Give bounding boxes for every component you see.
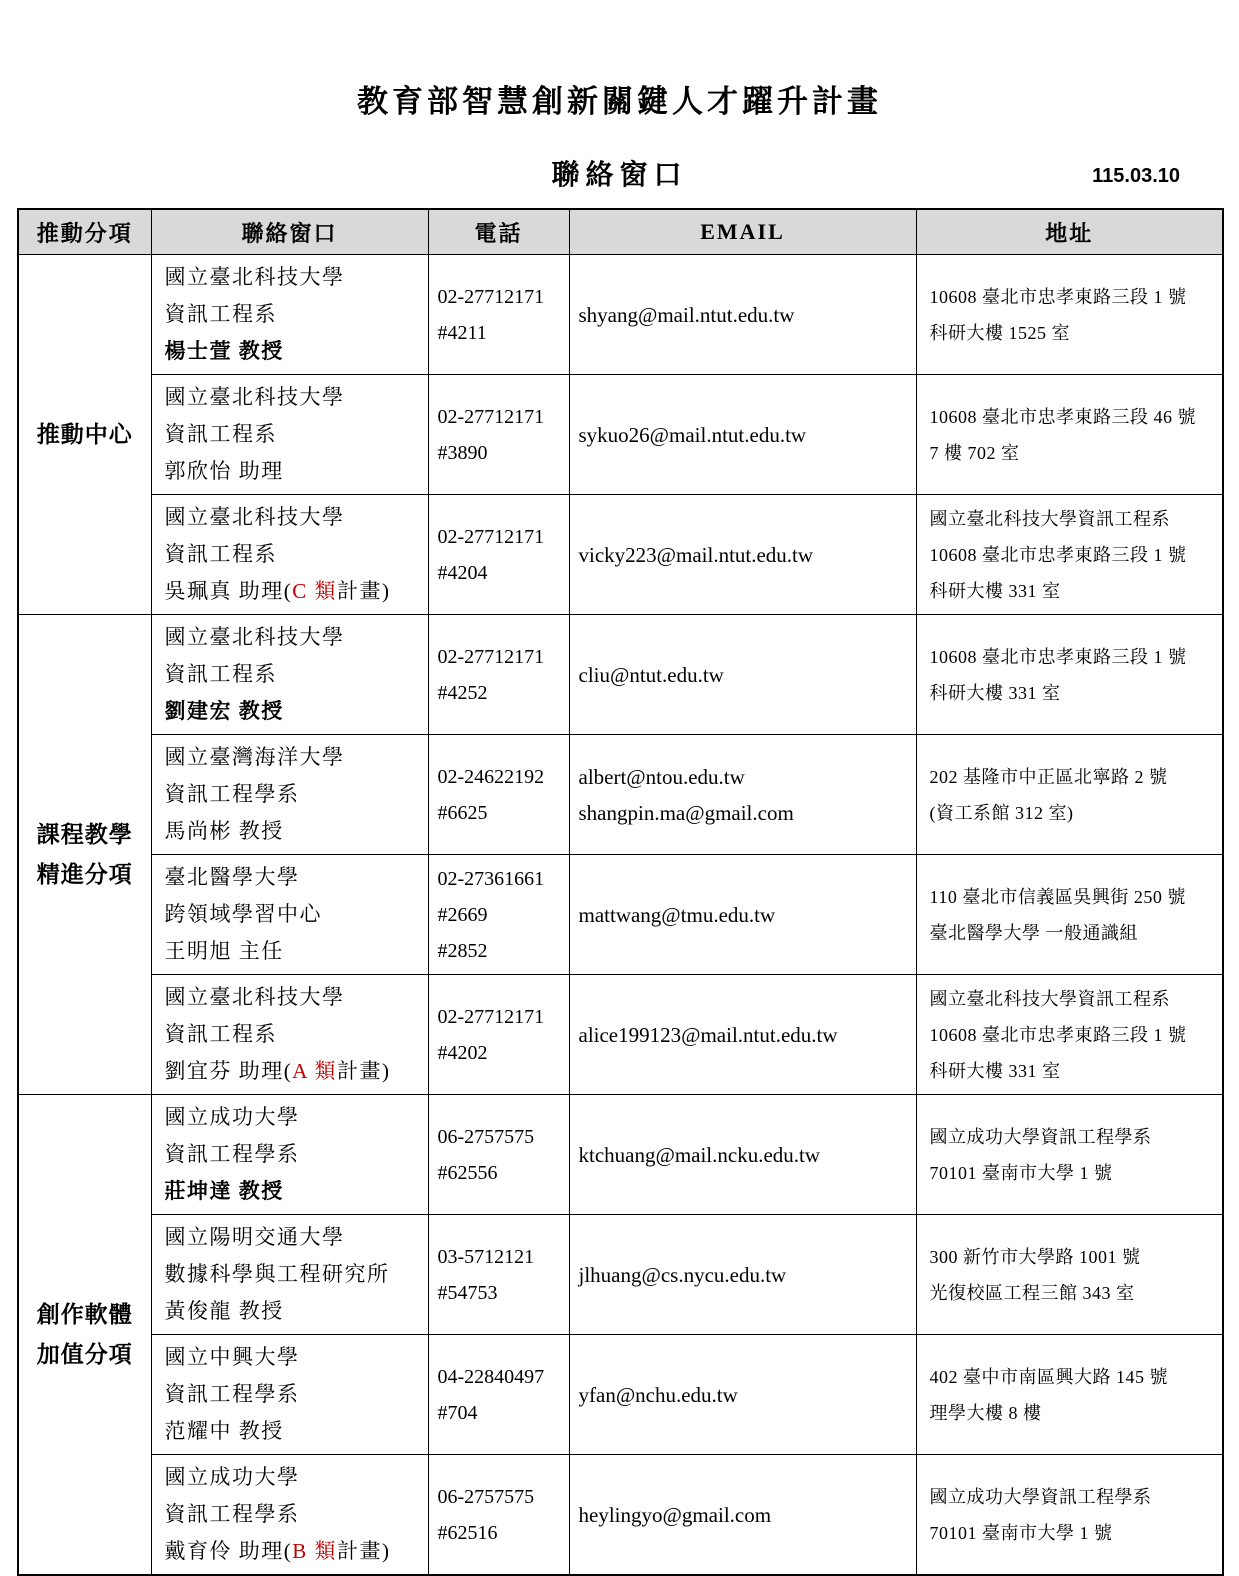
category-cell	[18, 615, 151, 1095]
text-segment: 資訊工程系	[164, 662, 277, 686]
page-title: 教育部智慧創新關鍵人才躍升計畫	[357, 84, 882, 119]
phone-line: 06-2757575	[437, 1125, 535, 1148]
category-line: 課程教學	[36, 821, 133, 847]
contact-line	[165, 1136, 424, 1173]
email-cell	[569, 255, 916, 375]
text-segment: 王明旭 主任	[164, 939, 284, 963]
text-segment: C 類	[292, 579, 338, 603]
phone-cell	[428, 1215, 569, 1335]
address-line: 7 樓 702 室	[929, 442, 1020, 463]
email-cell	[569, 615, 916, 735]
text-segment: 國立臺北科技大學	[164, 505, 345, 529]
phone-cell	[428, 1335, 569, 1455]
phone-line: 02-27712171	[437, 525, 545, 548]
text-segment: 國立陽明交通大學	[164, 1225, 345, 1249]
phone-line: #62516	[437, 1521, 498, 1544]
phone-line: #4202	[437, 1041, 488, 1064]
text-segment: B 類	[292, 1539, 338, 1563]
phone-line: 02-27361661	[437, 867, 545, 890]
contact-line	[165, 1339, 424, 1376]
contact-cell	[151, 255, 428, 375]
table-row	[18, 255, 1223, 375]
email-line: shyang@mail.ntut.edu.tw	[578, 302, 795, 327]
address-line: (資工系館 312 室)	[929, 802, 1074, 823]
text-segment: 國立中興大學	[164, 1345, 300, 1369]
address-cell	[916, 1335, 1223, 1455]
contact-line	[165, 1053, 424, 1090]
email-cell	[569, 375, 916, 495]
contact-line	[165, 499, 424, 536]
contact-line	[165, 859, 424, 896]
contacts-table	[17, 208, 1224, 1576]
phone-line: #4204	[437, 561, 488, 584]
address-line: 10608 臺北市忠孝東路三段 1 號	[929, 646, 1187, 667]
email-cell	[569, 1215, 916, 1335]
text-segment: 資訊工程系	[164, 1022, 277, 1046]
contact-line	[165, 979, 424, 1016]
contact-line	[165, 536, 424, 573]
table-body	[18, 255, 1223, 1576]
text-segment: 計畫)	[337, 579, 391, 603]
address-line: 國立臺北科技大學資訊工程系	[929, 988, 1170, 1009]
phone-line: #62556	[437, 1161, 498, 1184]
address-cell	[916, 1095, 1223, 1215]
email-cell	[569, 1455, 916, 1576]
address-line: 10608 臺北市忠孝東路三段 1 號	[929, 286, 1187, 307]
contact-line	[165, 1496, 424, 1533]
contact-cell	[151, 375, 428, 495]
contact-line	[165, 379, 424, 416]
phone-line: 02-24622192	[437, 765, 545, 788]
contact-line	[165, 896, 424, 933]
email-line: yfan@nchu.edu.tw	[578, 1382, 738, 1407]
contact-line	[165, 1016, 424, 1053]
table-row	[18, 375, 1223, 495]
address-cell	[916, 855, 1223, 975]
text-segment: 吳珮真 助理(	[164, 579, 293, 603]
phone-line: 02-27712171	[437, 405, 545, 428]
text-segment: 跨領域學習中心	[164, 902, 322, 926]
column-header: 電話	[428, 209, 569, 255]
email-cell	[569, 495, 916, 615]
address-line: 10608 臺北市忠孝東路三段 1 號	[929, 544, 1187, 565]
email-line: heylingyo@gmail.com	[578, 1502, 772, 1527]
phone-line: #54753	[437, 1281, 498, 1304]
address-cell	[916, 975, 1223, 1095]
header-row	[18, 209, 1223, 255]
phone-cell	[428, 1455, 569, 1576]
table-row	[18, 855, 1223, 975]
contact-line	[165, 333, 424, 370]
text-segment: 資訊工程學系	[164, 1142, 300, 1166]
table-row	[18, 975, 1223, 1095]
contact-line	[165, 453, 424, 490]
email-line: sykuo26@mail.ntut.edu.tw	[578, 422, 807, 447]
text-segment: 國立臺北科技大學	[164, 265, 345, 289]
text-segment: 資訊工程系	[164, 542, 277, 566]
phone-line: #4252	[437, 681, 488, 704]
contact-line	[165, 259, 424, 296]
contact-cell	[151, 1335, 428, 1455]
text-segment: 戴育伶 助理(	[164, 1539, 293, 1563]
table-row	[18, 1335, 1223, 1455]
text-segment: 國立臺北科技大學	[164, 985, 345, 1009]
phone-cell	[428, 735, 569, 855]
text-segment: 國立成功大學	[164, 1105, 300, 1129]
phone-line: #704	[437, 1401, 478, 1424]
phone-cell	[428, 495, 569, 615]
phone-line: #4211	[437, 321, 487, 344]
category-cell	[18, 255, 151, 615]
contact-line	[165, 1293, 424, 1330]
text-segment: 數據科學與工程研究所	[164, 1262, 390, 1286]
category-line: 加值分項	[36, 1341, 133, 1367]
table-row	[18, 1095, 1223, 1215]
contact-cell	[151, 615, 428, 735]
text-segment: 國立臺北科技大學	[164, 625, 345, 649]
email-line: ktchuang@mail.ncku.edu.tw	[578, 1142, 821, 1167]
text-segment: 國立臺北科技大學	[164, 385, 345, 409]
address-line: 科研大樓 331 室	[929, 580, 1061, 601]
address-line: 臺北醫學大學 一般通識組	[929, 922, 1138, 943]
address-line: 理學大樓 8 樓	[929, 1402, 1042, 1423]
address-cell	[916, 1215, 1223, 1335]
contact-line	[165, 1173, 424, 1210]
address-line: 國立成功大學資訊工程學系	[929, 1126, 1152, 1147]
address-line: 300 新竹市大學路 1001 號	[929, 1246, 1141, 1267]
address-cell	[916, 495, 1223, 615]
text-segment: 郭欣怡 助理	[164, 459, 284, 483]
contact-cell	[151, 495, 428, 615]
address-line: 10608 臺北市忠孝東路三段 46 號	[929, 406, 1196, 427]
text-segment: 馬尚彬 教授	[164, 819, 284, 843]
phone-line: #6625	[437, 801, 488, 824]
phone-cell	[428, 255, 569, 375]
column-header: 聯絡窗口	[151, 209, 428, 255]
column-header: 推動分項	[18, 209, 151, 255]
contact-line	[165, 776, 424, 813]
contact-line	[165, 1376, 424, 1413]
text-segment: 莊坤達 教授	[164, 1179, 284, 1203]
contact-cell	[151, 1455, 428, 1576]
text-segment: 資訊工程學系	[164, 1502, 300, 1526]
contact-line	[165, 619, 424, 656]
text-segment: 資訊工程學系	[164, 1382, 300, 1406]
contact-line	[165, 1219, 424, 1256]
contact-line	[165, 933, 424, 970]
text-segment: 范耀中 教授	[164, 1419, 284, 1443]
phone-cell	[428, 975, 569, 1095]
contact-line	[165, 1459, 424, 1496]
contact-cell	[151, 735, 428, 855]
address-cell	[916, 255, 1223, 375]
contact-cell	[151, 1215, 428, 1335]
email-line: alice199123@mail.ntut.edu.tw	[578, 1022, 838, 1047]
text-segment: 楊士萱 教授	[164, 339, 284, 363]
column-header: EMAIL	[569, 209, 916, 255]
address-line: 70101 臺南市大學 1 號	[929, 1162, 1113, 1183]
contact-line	[165, 693, 424, 730]
email-cell	[569, 975, 916, 1095]
category-line: 精進分項	[36, 861, 133, 887]
address-line: 國立臺北科技大學資訊工程系	[929, 508, 1170, 529]
address-cell	[916, 615, 1223, 735]
text-segment: 計畫)	[337, 1059, 391, 1083]
contact-line	[165, 739, 424, 776]
address-line: 科研大樓 331 室	[929, 1060, 1061, 1081]
text-segment: A 類	[292, 1059, 338, 1083]
phone-line: 06-2757575	[437, 1485, 535, 1508]
text-segment: 計畫)	[337, 1539, 391, 1563]
phone-line: 02-27712171	[437, 645, 545, 668]
address-line: 110 臺北市信義區吳興街 250 號	[929, 886, 1186, 907]
email-line: cliu@ntut.edu.tw	[578, 662, 724, 687]
phone-cell	[428, 375, 569, 495]
contact-line	[165, 1413, 424, 1450]
phone-line: 03-5712121	[437, 1245, 535, 1268]
category-line: 推動中心	[36, 421, 133, 447]
contact-line	[165, 573, 424, 610]
email-cell	[569, 1335, 916, 1455]
address-cell	[916, 1455, 1223, 1576]
phone-cell	[428, 615, 569, 735]
category-cell	[18, 1095, 151, 1576]
text-segment: 資訊工程系	[164, 302, 277, 326]
text-segment: 資訊工程系	[164, 422, 277, 446]
table-row	[18, 495, 1223, 615]
text-segment: 國立臺灣海洋大學	[164, 745, 345, 769]
table-row	[18, 615, 1223, 735]
email-cell	[569, 1095, 916, 1215]
column-header: 地址	[916, 209, 1223, 255]
address-cell	[916, 375, 1223, 495]
address-line: 10608 臺北市忠孝東路三段 1 號	[929, 1024, 1187, 1045]
email-line: shangpin.ma@gmail.com	[578, 800, 794, 825]
phone-cell	[428, 1095, 569, 1215]
phone-line: 04-22840497	[437, 1365, 545, 1388]
contact-line	[165, 296, 424, 333]
text-segment: 劉建宏 教授	[164, 699, 284, 723]
table-row	[18, 1215, 1223, 1335]
phone-line: 02-27712171	[437, 285, 545, 308]
email-line: albert@ntou.edu.tw	[578, 764, 745, 789]
page-subtitle: 聯絡窗口	[551, 160, 688, 191]
contact-cell	[151, 975, 428, 1095]
text-segment: 臺北醫學大學	[164, 865, 300, 889]
address-line: 70101 臺南市大學 1 號	[929, 1522, 1113, 1543]
address-line: 科研大樓 331 室	[929, 682, 1061, 703]
contact-cell	[151, 1095, 428, 1215]
table-header	[18, 209, 1223, 255]
address-line: 202 基隆市中正區北寧路 2 號	[929, 766, 1168, 787]
address-line: 402 臺中市南區興大路 145 號	[929, 1366, 1168, 1387]
email-line: jlhuang@cs.nycu.edu.tw	[578, 1262, 787, 1287]
address-cell	[916, 735, 1223, 855]
table-row	[18, 735, 1223, 855]
contact-line	[165, 1533, 424, 1570]
address-line: 光復校區工程三館 343 室	[929, 1282, 1135, 1303]
contact-line	[165, 416, 424, 453]
address-line: 國立成功大學資訊工程學系	[929, 1486, 1152, 1507]
text-segment: 國立成功大學	[164, 1465, 300, 1489]
contact-line	[165, 813, 424, 850]
category-line: 創作軟體	[36, 1301, 133, 1327]
revision-date: 115.03.10	[1092, 165, 1180, 187]
address-line: 科研大樓 1525 室	[929, 322, 1070, 343]
contact-cell	[151, 855, 428, 975]
phone-line: #2852	[437, 939, 488, 962]
email-cell	[569, 855, 916, 975]
contact-line	[165, 656, 424, 693]
phone-line: #2669	[437, 903, 488, 926]
email-line: mattwang@tmu.edu.tw	[578, 902, 776, 927]
email-line: vicky223@mail.ntut.edu.tw	[578, 542, 814, 567]
contact-line	[165, 1099, 424, 1136]
email-cell	[569, 735, 916, 855]
text-segment: 資訊工程學系	[164, 782, 300, 806]
contact-line	[165, 1256, 424, 1293]
text-segment: 劉宜芬 助理(	[164, 1059, 293, 1083]
phone-cell	[428, 855, 569, 975]
text-segment: 黃俊龍 教授	[164, 1299, 284, 1323]
phone-line: 02-27712171	[437, 1005, 545, 1028]
table-row	[18, 1455, 1223, 1576]
phone-line: #3890	[437, 441, 488, 464]
